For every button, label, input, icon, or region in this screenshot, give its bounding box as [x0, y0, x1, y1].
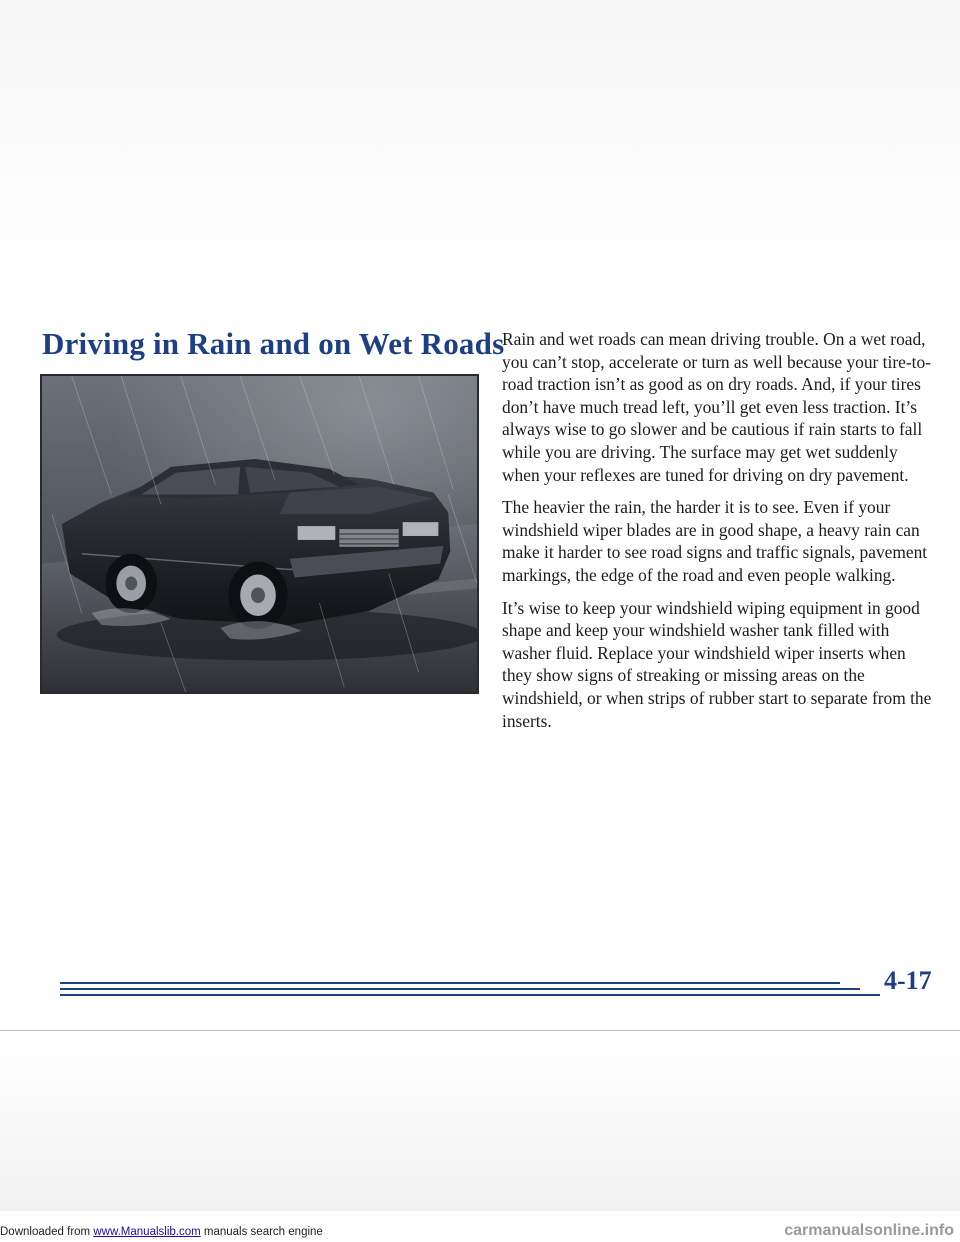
- footer-rules: [60, 982, 880, 996]
- footer-rule-1: [60, 982, 840, 984]
- banner-suffix: manuals search engine: [200, 1226, 323, 1238]
- page-top-shade: [0, 0, 960, 290]
- page-number: 4-17: [884, 966, 932, 995]
- section-heading: Driving in Rain and on Wet Roads: [42, 326, 505, 361]
- banner-prefix: Downloaded from: [0, 1226, 94, 1238]
- watermark-text: carmanualsonline.info: [784, 1222, 954, 1239]
- paragraph-3: It’s wise to keep your windshield wiping equipment in good shape and keep your windshield washer tank filled with washer fluid. Replace your windshield wiper inserts when they show signs of streaking or missing areas on the windshield, or when strips of rubber start to separate from the inserts.: [502, 597, 932, 731]
- manualslib-link[interactable]: www.Manualslib.com: [93, 1226, 201, 1238]
- download-banner: [0, 1226, 323, 1238]
- car-in-rain-illustration: [42, 376, 477, 692]
- paragraph-1: Rain and wet roads can mean driving trouble. On a wet road, you can’t stop, accelerate or turn as well because your tire-to-road traction isn’t as good as on dry roads. And, if your tires don’t have much tread left, you’ll get even less traction. It’s always wise to go slower and be cautious if rain starts to fall while you are driving. The surface may get wet suddenly when your reflexes are tuned for driving on dry pavement.: [502, 329, 931, 485]
- paragraph-2: The heavier the rain, the harder it is to see. Even if your windshield wiper blades are in good shape, a heavy rain can make it harder to see road signs and traffic signals, pavement markings, the edge of the road and even people walking.: [502, 497, 928, 585]
- car-in-rain-photo: [40, 374, 479, 694]
- body-text: [502, 328, 934, 742]
- footer-rule-3: [60, 994, 880, 996]
- footer-rule-2: [60, 988, 860, 990]
- footer-shade: [0, 1031, 960, 1211]
